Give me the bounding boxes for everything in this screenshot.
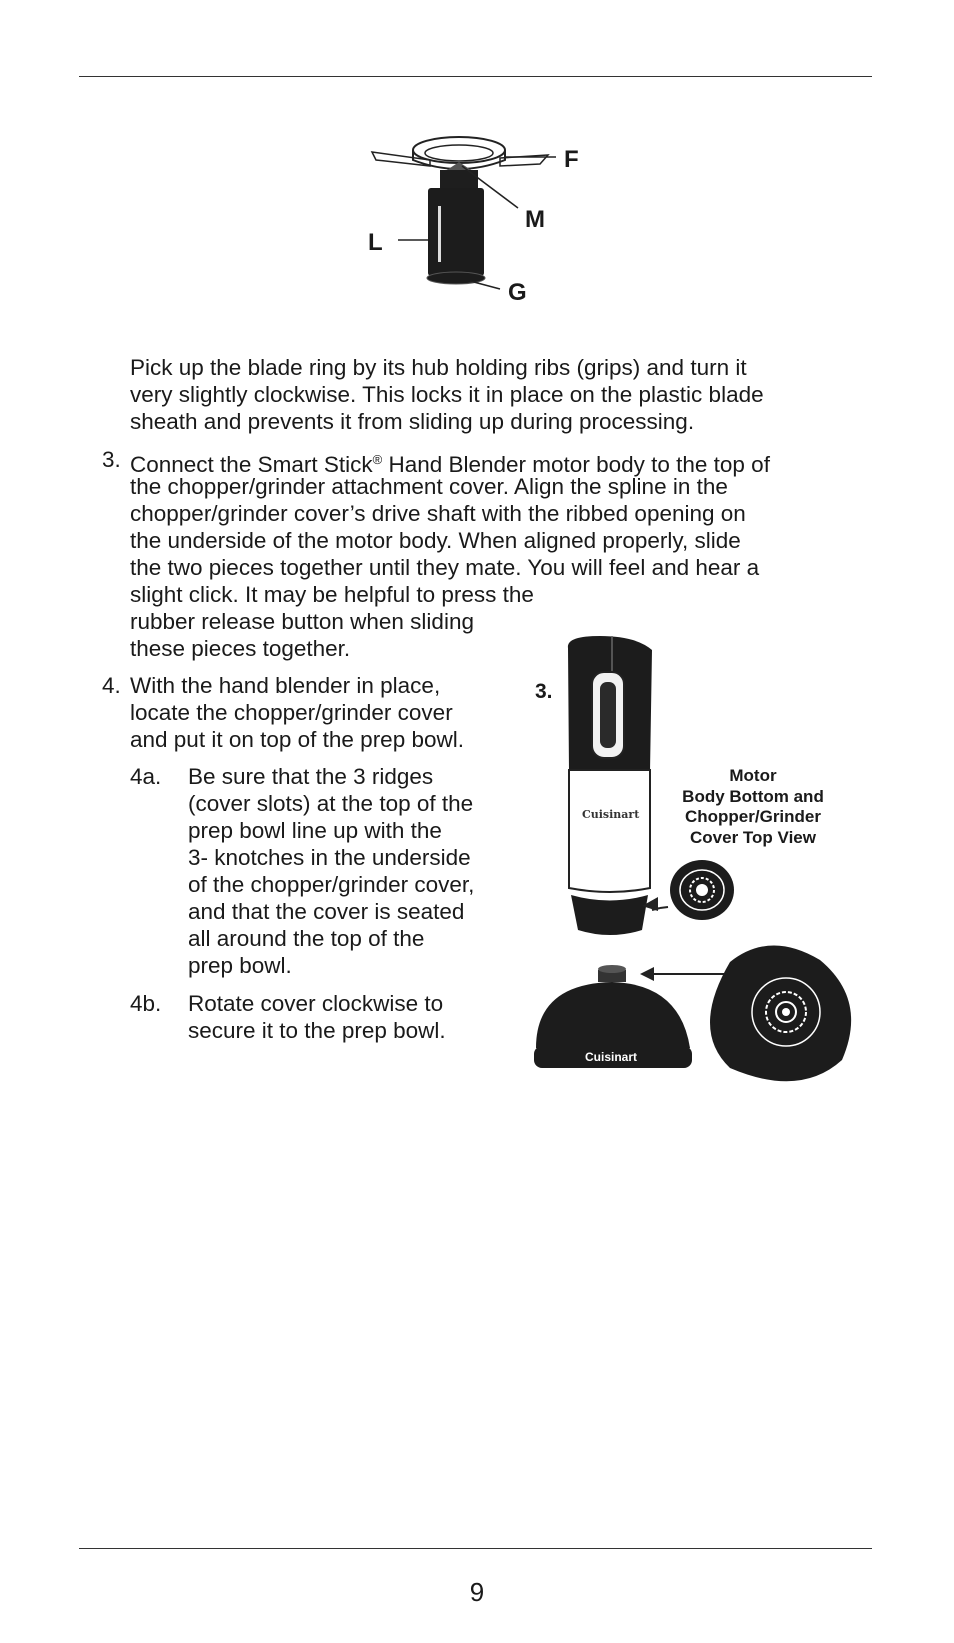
label-f: F — [564, 146, 579, 173]
text-line: and that the cover is seated — [188, 899, 465, 924]
text-line: the chopper/grinder attachment cover. Align the spline in the — [130, 474, 728, 499]
step-number: 4. — [102, 673, 121, 698]
text-line: the underside of the motor body. When aligned properly, slide — [130, 528, 741, 553]
text-line: very slightly clockwise. This locks it in place on the plastic blade — [130, 382, 764, 407]
text-line: slight click. It may be helpful to press the — [130, 582, 534, 607]
text-line: all around the top of the — [188, 926, 425, 951]
figure-step-label: 3. — [535, 680, 553, 703]
text-line: Be sure that the 3 ridges — [188, 764, 434, 789]
bottom-rule — [79, 1548, 872, 1549]
text-line: chopper/grinder cover’s drive shaft with the ribbed opening on — [130, 501, 746, 526]
text-line: and put it on top of the prep bowl. — [130, 727, 464, 752]
text-line: (cover slots) at the top of the — [188, 791, 474, 816]
caption-line: Motor — [729, 766, 777, 785]
label-l: L — [368, 229, 383, 256]
text-line: prep bowl. — [188, 953, 292, 978]
text-line: locate the chopper/grinder cover — [130, 700, 453, 725]
text-line: of the chopper/grinder cover, — [188, 872, 475, 897]
text-line: rubber release button when sliding — [130, 609, 474, 634]
caption-line: Cover Top View — [690, 827, 816, 847]
brand-logo-bowl: Cuisinart — [585, 1050, 638, 1064]
text-line: the two pieces together until they mate. You will feel and hear a — [130, 555, 760, 580]
text-line: prep bowl line up with the — [188, 818, 442, 843]
step-number: 4b. — [130, 991, 162, 1016]
figure-caption — [668, 766, 838, 848]
text-line: secure it to the prep bowl. — [188, 1018, 446, 1043]
text-run: Hand Blender motor body to the top of — [382, 452, 770, 477]
label-g: G — [508, 279, 527, 306]
text-line: these pieces together. — [130, 636, 351, 661]
label-m: M — [525, 206, 545, 233]
text-run: Connect the Smart Stick — [130, 452, 373, 477]
caption-line: Body Bottom and — [682, 786, 824, 806]
brand-logo-motor: Cuisinart — [582, 808, 640, 821]
step-number: 4a. — [130, 764, 162, 789]
text-line: 3- knotches in the underside — [188, 845, 471, 870]
text-line: Pick up the blade ring by its hub holding ribs (grips) and turn it — [130, 355, 747, 380]
step-number: 3. — [102, 447, 121, 472]
text-line: With the hand blender in place, — [130, 673, 441, 698]
page-number: 9 — [469, 1577, 485, 1607]
caption-line: Chopper/Grinder — [684, 807, 821, 826]
text-line: sheath and prevents it from sliding up during processing. — [130, 409, 695, 434]
text-line: Rotate cover clockwise to — [188, 991, 444, 1016]
registered-mark: ® — [372, 452, 383, 467]
